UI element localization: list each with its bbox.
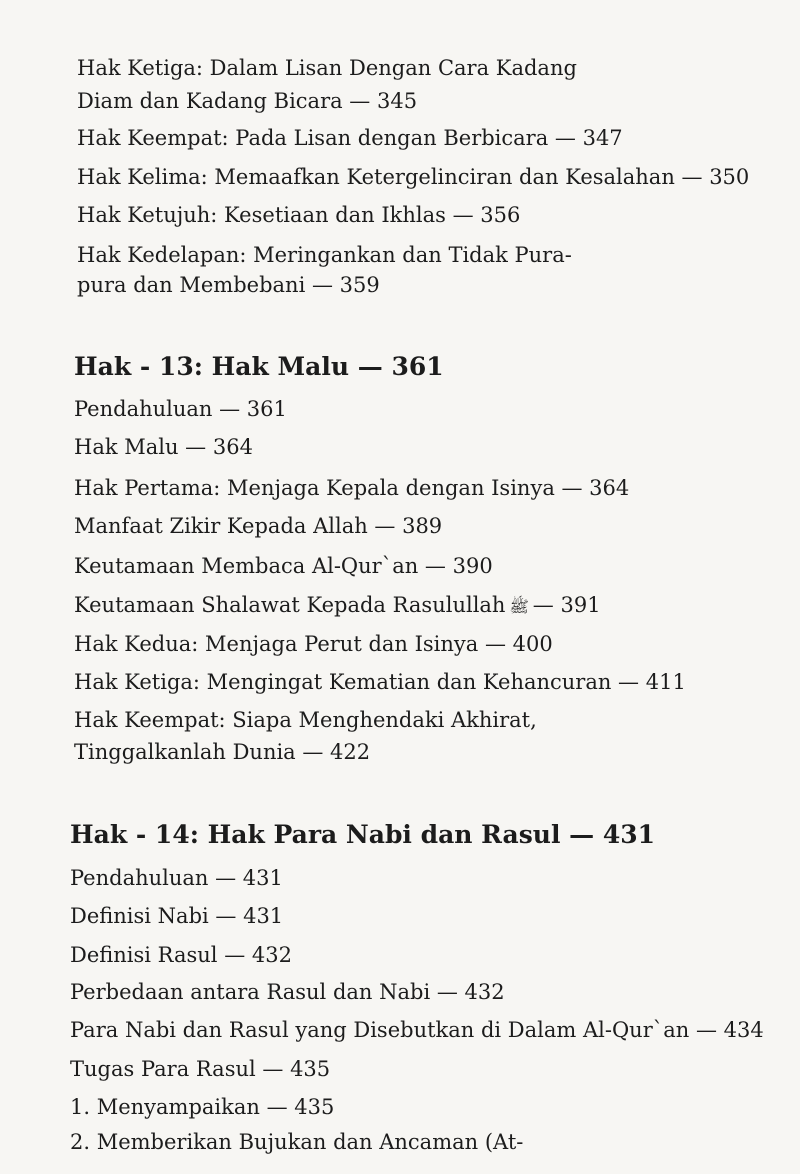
toc-entry: 2. Memberikan Bujukan dan Ancaman (At- — [70, 1130, 524, 1154]
toc-entry: Pendahuluan — 361 — [74, 397, 287, 421]
toc-entry: Hak Ketujuh: Kesetiaan dan Ikhlas — 356 — [77, 203, 521, 227]
salawat-symbol: ﷺ — [509, 597, 529, 616]
section-heading-13: Hak - 13: Hak Malu — 361 — [74, 352, 444, 381]
toc-entry: Keutamaan Membaca Al-Qur`an — 390 — [74, 554, 493, 578]
toc-entry: Pendahuluan — 431 — [70, 866, 283, 890]
toc-entry: Hak Kedelapan: Meringankan dan Tidak Pura- — [77, 243, 572, 267]
toc-entry: Hak Keempat: Pada Lisan dengan Berbicara — 347 — [77, 126, 623, 150]
toc-entry: Hak Ketiga: Mengingat Kematian dan Kehancuran — 411 — [74, 670, 686, 694]
toc-entry: Definisi Rasul — 432 — [70, 943, 292, 967]
toc-entry: Hak Kelima: Memaafkan Ketergelinciran dan Kesalahan — 350 — [77, 165, 750, 189]
toc-entry — [74, 591, 601, 621]
toc-entry: Definisi Nabi — 431 — [70, 904, 284, 928]
toc-entry: Tinggalkanlah Dunia — 422 — [74, 740, 371, 764]
toc-entry: Para Nabi dan Rasul yang Disebutkan di Dalam Al-Qur`an — 434 — [70, 1018, 764, 1042]
toc-entry: Manfaat Zikir Kepada Allah — 389 — [74, 514, 443, 538]
section-heading-14: Hak - 14: Hak Para Nabi dan Rasul — 431 — [70, 820, 656, 849]
toc-entry: Diam dan Kadang Bicara — 345 — [77, 89, 418, 113]
toc-entry: pura dan Membebani — 359 — [77, 273, 380, 297]
toc-entry: Perbedaan antara Rasul dan Nabi — 432 — [70, 980, 505, 1004]
toc-entry: 1. Menyampaikan — 435 — [70, 1095, 335, 1119]
toc-entry: Hak Kedua: Menjaga Perut dan Isinya — 400 — [74, 632, 553, 656]
toc-entry: Tugas Para Rasul — 435 — [70, 1057, 331, 1081]
toc-entry: Hak Keempat: Siapa Menghendaki Akhirat, — [74, 708, 537, 732]
toc-entry-page: — 391 — [532, 593, 601, 617]
toc-entry-text: Keutamaan Shalawat Kepada Rasulullah — [74, 593, 506, 617]
toc-entry: Hak Malu — 364 — [74, 435, 253, 459]
toc-entry: Hak Ketiga: Dalam Lisan Dengan Cara Kadang — [77, 56, 577, 80]
toc-entry: Hak Pertama: Menjaga Kepala dengan Isinya — 364 — [74, 476, 630, 500]
